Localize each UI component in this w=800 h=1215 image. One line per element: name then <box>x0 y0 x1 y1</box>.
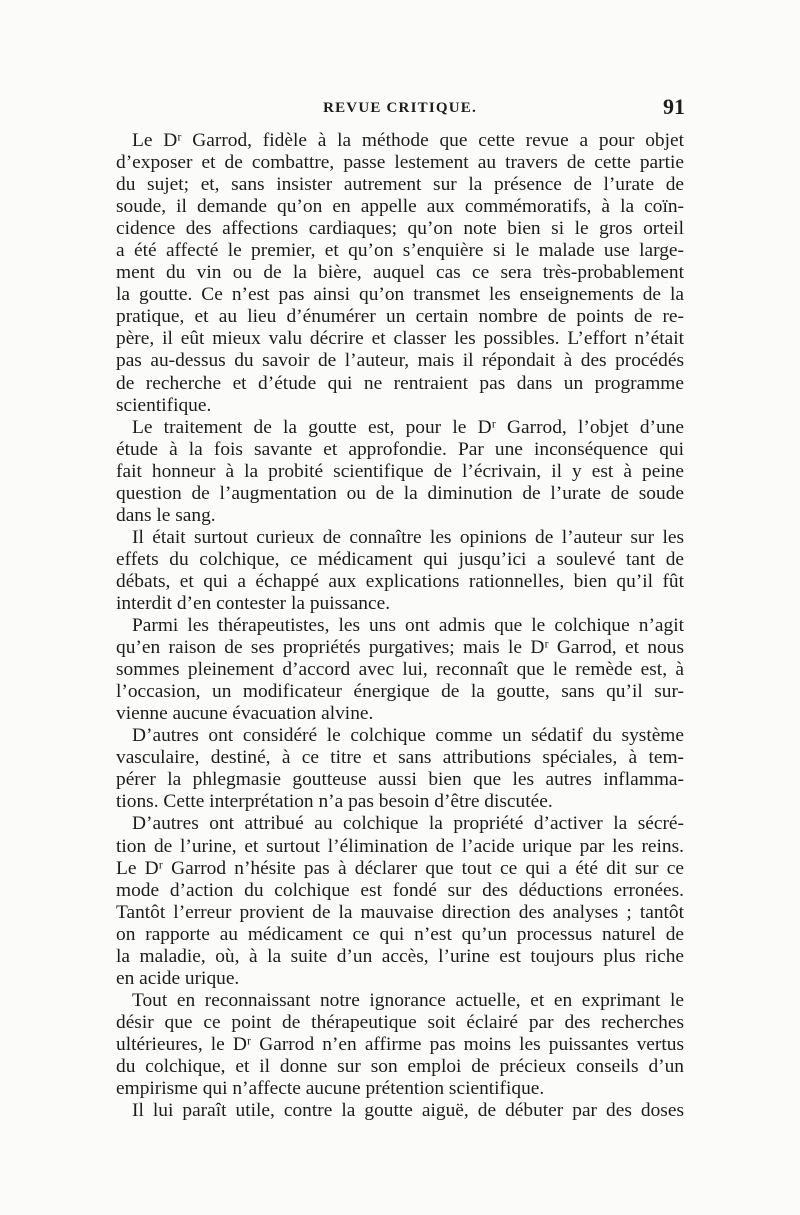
paragraph <box>116 725 684 813</box>
text-line: Parmi les thérapeutistes, les uns ont admis que le colchique n’agit <box>132 615 684 637</box>
text-line: l’occasion, un modificateur énergique de la goutte, sans qu’il sur- <box>116 681 684 703</box>
text-line: du colchique, et il donne sur son emploi de précieux conseils d’un <box>116 1055 684 1077</box>
text-line: d’exposer et de combattre, passe lestement au travers de cette partie <box>116 152 684 174</box>
text-line: tion de l’urine, et surtout l’élimination de l’acide urique par les reins. <box>116 835 684 857</box>
text-line: mode d’action du colchique est fondé sur des déductions erronées. <box>116 879 684 901</box>
text-line: Le traitement de la goutte est, pour le Dʳ Garrod, l’objet d’une <box>132 416 684 438</box>
paragraph <box>116 130 684 417</box>
text-line: étude à la fois savante et approfondie. Par une inconséquence qui <box>116 438 684 460</box>
text-line: tions. Cette interprétation n’a pas besoin d’être discutée. <box>116 791 553 813</box>
text-line: question de l’augmentation ou de la diminution de l’urate de soude <box>116 482 684 504</box>
text-line: fait honneur à la probité scientifique de l’écrivain, il y est à peine <box>116 460 684 482</box>
text-line: de recherche et d’étude qui ne rentraient pas dans un programme <box>116 372 684 394</box>
text-line: Il était surtout curieux de connaître les opinions de l’auteur sur les <box>132 526 684 548</box>
text-line: en acide urique. <box>116 967 240 989</box>
text-line: vasculaire, destiné, à ce titre et sans attributions spéciales, à tem- <box>116 747 684 769</box>
text-line: soude, il demande qu’on en appelle aux commémoratifs, à la coïn- <box>116 196 684 218</box>
paragraph <box>116 990 684 1100</box>
paragraph <box>116 1100 684 1122</box>
text-line: empirisme qui n’affecte aucune prétention scientifique. <box>116 1078 545 1100</box>
text-line: pas au-dessus du savoir de l’auteur, mais il répondait à des procédés <box>116 350 684 372</box>
text-line: on rapporte au médicament ce qui n’est qu’un processus naturel de <box>116 923 684 945</box>
text-line: désir que ce point de thérapeutique soit éclairé par des recherches <box>116 1011 684 1033</box>
text-line: débats, et qui a échappé aux explications rationnelles, bien qu’il fût <box>116 570 684 592</box>
text-line: Le Dʳ Garrod, fidèle à la méthode que cette revue a pour objet <box>132 130 684 151</box>
text-line: D’autres ont considéré le colchique comme un sédatif du système <box>132 725 684 747</box>
paragraph <box>116 813 684 989</box>
text-line: qu’en raison de ses propriétés purgatives; mais le Dʳ Garrod, et nous <box>116 637 684 659</box>
text-line: effets du colchique, ce médicament qui jusqu’ici a soulevé tant de <box>116 548 684 570</box>
text-line: pérer la phlegmasie goutteuse aussi bien que les autres inflamma- <box>116 769 684 791</box>
page-number: 91 <box>663 94 685 119</box>
text-line: vienne aucune évacuation alvine. <box>116 703 374 725</box>
text-line: sommes pleinement d’accord avec lui, reconnaît que le remède est, à <box>116 659 684 681</box>
text-line: scientifique. <box>116 394 212 416</box>
text-line: Il lui paraît utile, contre la goutte aiguë, de débuter par des doses <box>132 1100 684 1122</box>
text-line: interdit d’en contester la puissance. <box>116 592 391 614</box>
running-head <box>0 94 800 124</box>
text-line: père, il eût mieux valu décrire et classer les possibles. L’effort n’était <box>116 328 684 350</box>
text-line: ultérieures, le Dʳ Garrod n’en affirme pas moins les puissantes vertus <box>116 1033 684 1055</box>
paragraph <box>116 615 684 725</box>
text-line: dans le sang. <box>116 504 216 526</box>
body-text <box>116 130 684 1122</box>
paragraph <box>116 417 684 527</box>
text-line: Le Dʳ Garrod n’hésite pas à déclarer que tout ce qui a été dit sur ce <box>116 857 684 879</box>
text-line: du sujet; et, sans insister autrement sur la présence de l’urate de <box>116 174 684 196</box>
text-line: ment du vin ou de la bière, auquel cas ce sera très-probablement <box>116 262 684 284</box>
text-line: cidence des affections cardiaques; qu’on note bien si le gros orteil <box>116 218 684 240</box>
text-line: a été affecté le premier, et qu’on s’enquière si le malade use large- <box>116 240 684 262</box>
text-line: D’autres ont attribué au colchique la propriété d’activer la sécré- <box>132 813 684 835</box>
paragraph <box>116 527 684 615</box>
text-line: la goutte. Ce n’est pas ainsi qu’on transmet les enseignements de la <box>116 284 684 306</box>
text-line: Tout en reconnaissant notre ignorance actuelle, et en exprimant le <box>132 989 684 1011</box>
text-line: pratique, et au lieu d’énumérer un certain nombre de points de re- <box>116 306 684 328</box>
text-line: la maladie, où, à la suite d’un accès, l’urine est toujours plus riche <box>116 945 684 967</box>
running-title: REVUE CRITIQUE. <box>323 100 477 116</box>
text-line: Tantôt l’erreur provient de la mauvaise direction des analyses ; tantôt <box>116 901 684 923</box>
